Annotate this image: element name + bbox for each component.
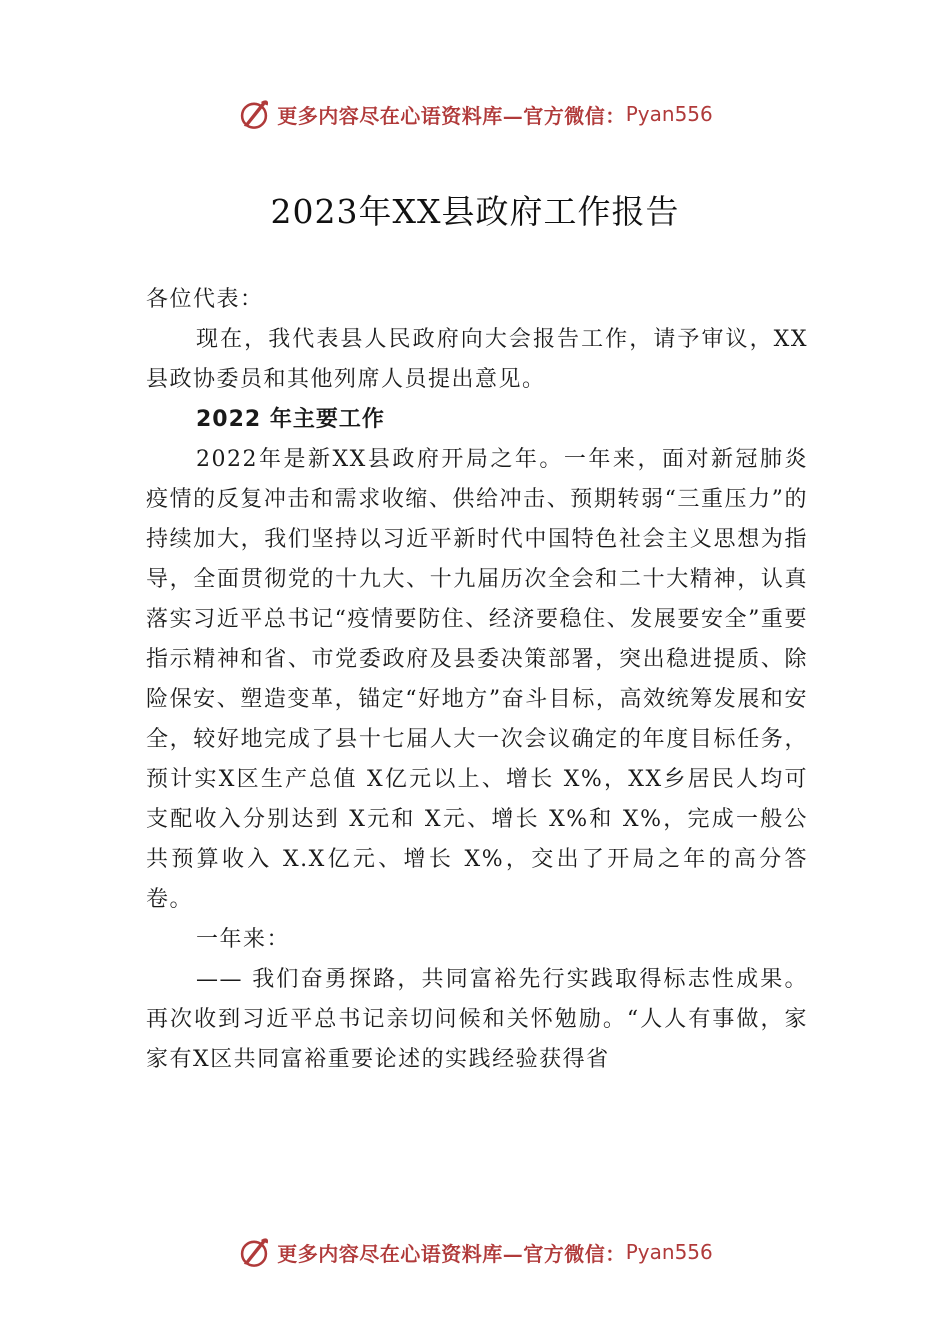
document-body [146,280,808,1080]
intro-paragraph: 现在，我代表县人民政府向大会报告工作，请予审议，XX县政协委员和其他列席人员提出意见。 [146,327,808,392]
watermark-text: 更多内容尽在心语资料库—官方微信： [277,1241,626,1266]
watermark-banner-top [0,94,950,134]
document-title: 2023年XX县政府工作报告 [270,192,680,231]
watermark-wechat-id: Pyan556 [625,1240,713,1264]
watermark-wechat-id: Pyan556 [625,102,713,126]
section-heading: 2022 年主要工作 [196,407,385,432]
salutation: 各位代表： [146,287,264,312]
watermark-banner-bottom [0,1232,950,1272]
body-paragraph: —— 我们奋勇探路，共同富裕先行实践取得标志性成果。再次收到习近平总书记亲切问候和关怀勉励。“人人有事做，家家有X区共同富裕重要论述的实践经验获得省 [146,967,808,1072]
body-paragraph: 一年来： [196,927,291,952]
quill-logo-icon [237,1235,271,1269]
body-paragraph: 2022年是新XX县政府开局之年。一年来，面对新冠肺炎疫情的反复冲击和需求收缩、供给冲击、预期转弱“三重压力”的持续加大，我们坚持以习近平新时代中国特色社会主义思想为指导，全面贯彻党的十九大、十九届历次全会和二十大精神，认真落实习近平总书记“疫情要防住、经济要稳住、发展要安全”重要指示精神和省、市党委政府及县委决策部署，突出稳进提质、除险保安、塑造变革，锚定“好地方”奋斗目标，高效统筹发展和安全，较好地完成了县十七届人大一次会议确定的年度目标任务，预计实X区生产总值 X亿元以上、增长 X%，XX乡居民人均可支配收入分别达到 X元和 X元、增长 X%和 X%，完成一般公共预算收入 X.X亿元、增长 X%，交出了开局之年的高分答卷。 [146,447,808,912]
quill-logo-icon [237,97,271,131]
watermark-text: 更多内容尽在心语资料库—官方微信： [277,103,626,128]
